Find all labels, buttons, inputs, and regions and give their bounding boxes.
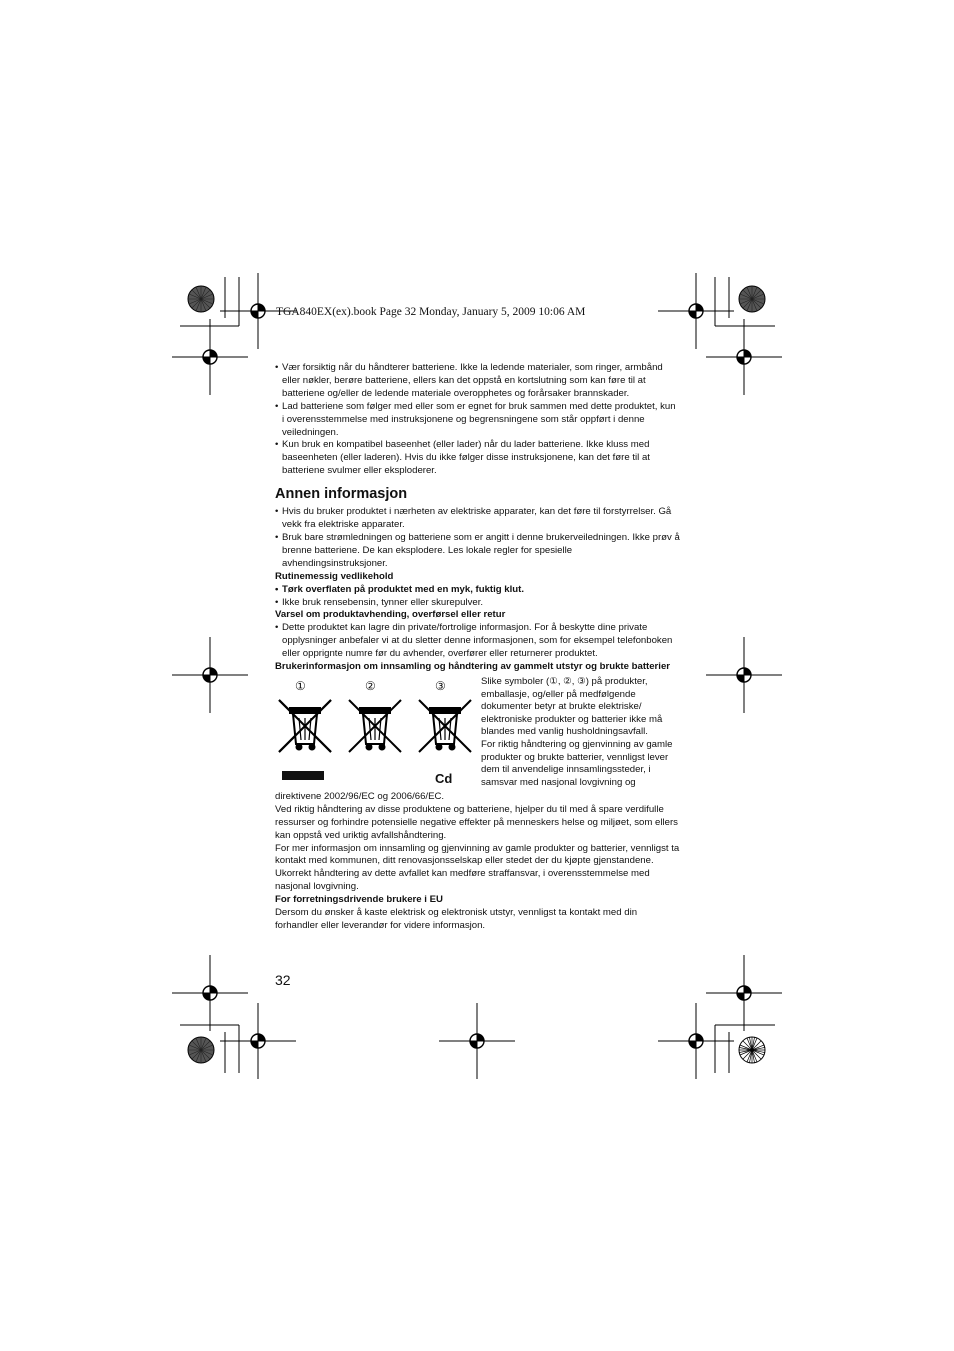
crossed-bin-icon	[347, 698, 403, 762]
collection-para-2: Ved riktig håndtering av disse produktene og batteriene, hjelper du til med å spare verdifulle ressurser og forhindre potensielle negative effekter på menneskers helse og miljøet, som ellers kan oppstå ved uriktig avfallshåndtering.	[275, 803, 678, 841]
collection-para-1: direktivene 2002/96/EC og 2006/66/EC.	[275, 790, 445, 802]
disposal-bullet: • Dette produktet kan lagre din private/fortrolige informasjon. For å beskytte dine private opplysninger anbefaler vi at du sletter denne informasjonen, som for eksempel telefonboken eller opprignte numre før du avhender, overfører eller returnerer produktet.	[275, 622, 680, 661]
maintenance-bullet: • Ikke bruk rensebensin, tynner eller skurepulver.	[275, 597, 680, 610]
maintenance-title: Rutinemessig vedlikehold	[275, 570, 394, 582]
business-text: Dersom du ønsker å kaste elektrisk og elektronisk utstyr, vennligst ta kontakt med din forhandler eller leverandør for videre informasjon.	[275, 907, 638, 931]
battery-bullet-1: • Vær forsiktig når du håndterer batteriene. Ikke la ledende materialer, som ringer, armbånd eller nøkler, berøre batteriene, ellers kan det oppstå en kortslutning som kan føre til at batteriene og/eller de ledende materiale overopphetes og forårsaker brannskader.	[275, 362, 680, 401]
collection-para-4: Ukorrekt håndtering av dette avfallet kan medføre straffansvar, i overensstemmelse med nasjonal lovgivning.	[275, 868, 650, 893]
disposal-title: Varsel om produktavhending, overførsel eller retur	[275, 609, 506, 621]
bar-mark	[282, 771, 324, 780]
battery-bullet-2: • Lad batteriene som følger med eller som er egnet for bruk sammen med dette produktet, kun i overensstemmelse med instruksjonene og begrensningene som står oppført i denne veiledningen.	[275, 401, 680, 440]
symbols-description	[480, 676, 680, 791]
maintenance-bullet-bold: • Tørk overflaten på produktet med en myk, fuktig klut.	[275, 584, 680, 597]
symbols-text-2: For riktig håndtering og gjenvinning av gamle produkter og brukte batterier, vennligst lever dem til anvendelige innsamlingssteder, i samsvar med nasjonal lovgivning og	[481, 738, 673, 788]
symbols-block	[275, 676, 680, 791]
page-number: 32	[275, 972, 291, 988]
symbol-number-2: ②	[365, 678, 376, 693]
symbol-number-1: ①	[295, 678, 306, 693]
collection-title: Brukerinformasjon om innsamling og håndtering av gammelt utstyr og brukte batterier	[275, 661, 671, 673]
weee-symbols	[275, 676, 480, 791]
info-bullet-1: • Hvis du bruker produktet i nærheten av elektriske apparater, kan det føre til forstyrrelser. Gå vekk fra elektriske apparater.	[275, 506, 680, 532]
symbols-text-1: Slike symboler (①, ②, ③) på produkter, emballasje, og/eller på medfølgende dokumenter betyr at brukte elektriske/ elektroniske produkter og batterier ikke må blandes med vanlig husholdningsavfall.	[481, 675, 663, 738]
main-content	[275, 362, 680, 933]
section-title: Annen informasjon	[275, 486, 408, 503]
symbol-number-3: ③	[435, 678, 446, 693]
business-title: For forretningsdrivende brukere i EU	[275, 894, 443, 906]
battery-bullet-3: • Kun bruk en kompatibel baseenhet (eller lader) når du lader batteriene. Ikke kluss med baseenheten (eller laderen). Hvis du ikke følger disse instruksjonene, kan det føre til at batteriene svulmer eller eksploderer.	[275, 439, 680, 478]
crossed-bin-icon	[277, 698, 333, 762]
collection-para-3: For mer informasjon om innsamling og gjenvinning av gamle produkter og batterier, vennligst ta kontakt med kommunen, ditt renovasjonsselskap eller stedet der du kjøpte gjenstandene.	[275, 842, 680, 867]
crossed-bin-icon	[417, 698, 473, 762]
info-bullet-2: • Bruk bare strømledningen og batteriene som er angitt i denne brukerveiledningen. Ikke prøv å brenne batteriene. De kan eksplodere. Les lokale regler for spesielle avhendingsinstruksjoner.	[275, 532, 680, 571]
cd-label: Cd	[435, 770, 453, 786]
print-header: TGA840EX(ex).book Page 32 Monday, January 5, 2009 10:06 AM	[276, 306, 586, 318]
